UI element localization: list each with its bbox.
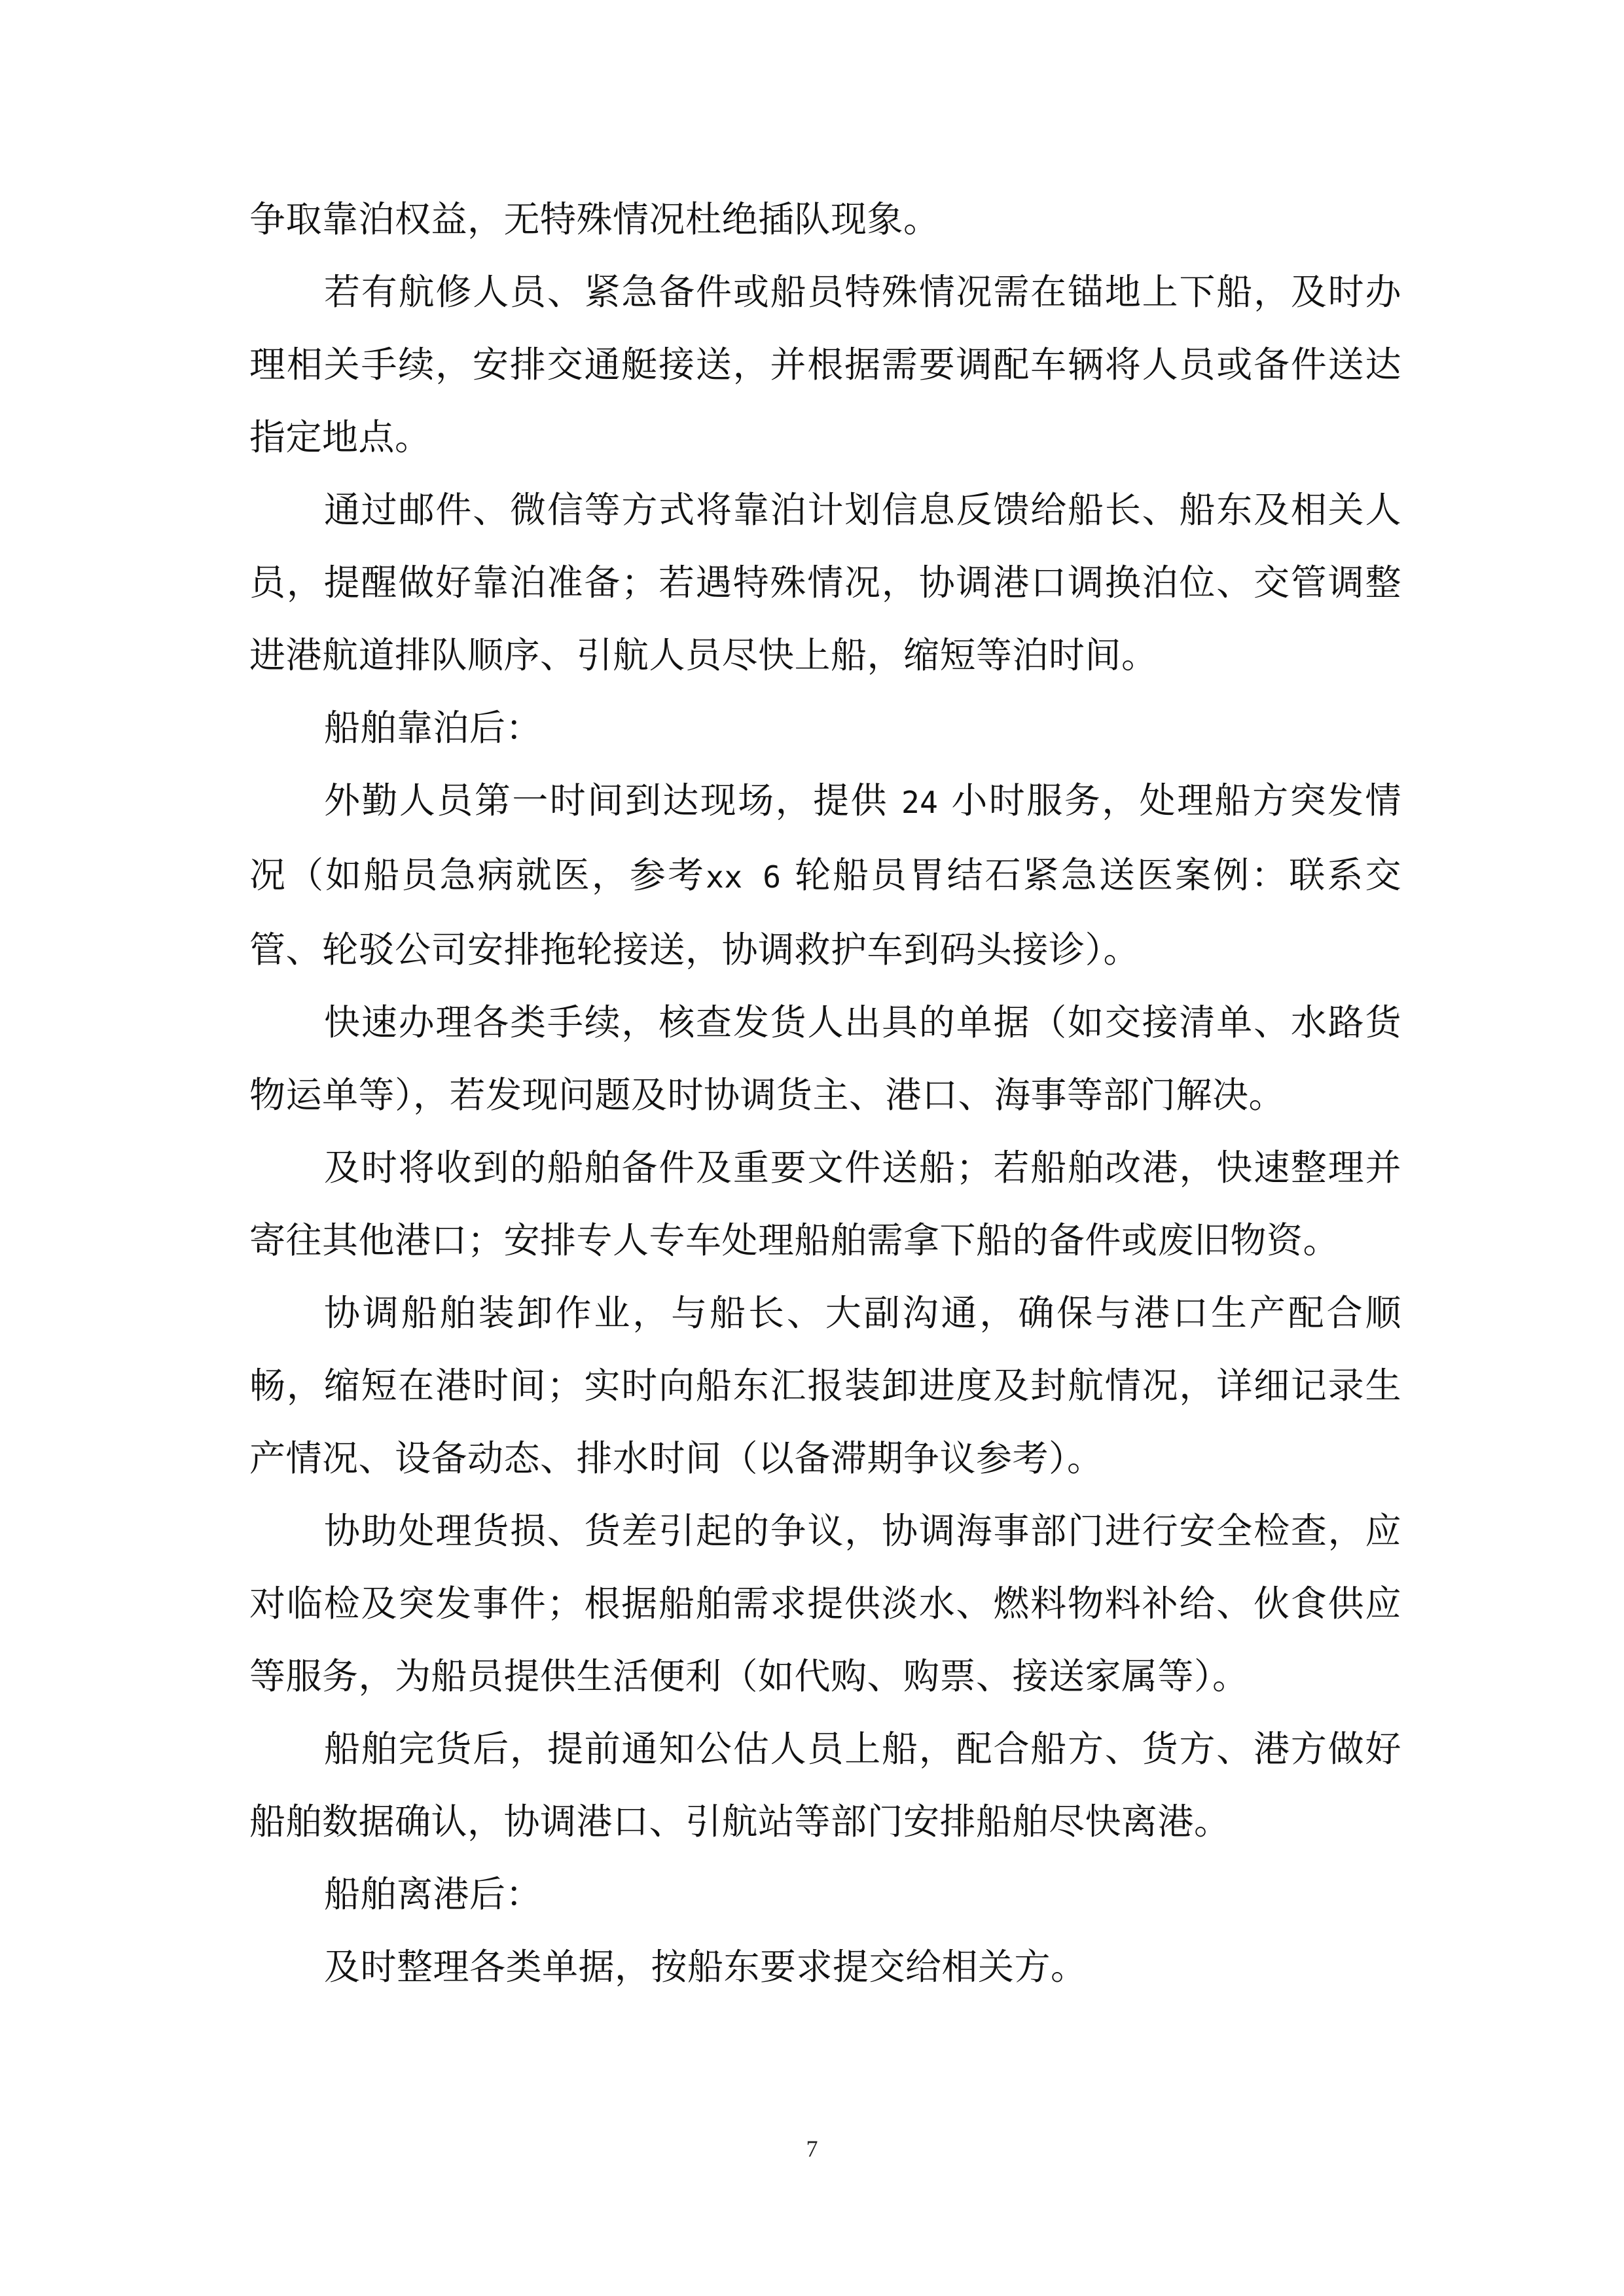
- paragraph-cargo-operations: 协调船舶装卸作业，与船长、大副沟通，确保与港口生产配合顺畅，缩短在港时间；实时向船东汇报装卸进度及封航情况，详细记录生产情况、设备动态、排水时间（以备滞期争议参考）。: [249, 1292, 1401, 1479]
- paragraph-dispute-handling: 协助处理货损、货差引起的争议，协调海事部门进行安全检查，应对临检及突发事件；根据船舶需求提供淡水、燃料物料补给、伙食供应等服务，为船员提供生活便利（如代购、购票、接送家属等）。: [249, 1510, 1401, 1697]
- section-heading-after-departure: 船舶离港后：: [324, 1873, 543, 1915]
- paragraph-spare-parts-delivery: 及时将收到的船舶备件及重要文件送船；若船舶改港，快速整理并寄往其他港口；安排专人专车处理船舶需拿下船的备件或废旧物资。: [249, 1147, 1401, 1261]
- field-service-text-before: 外勤人员第一时间到达现场，提供: [324, 780, 889, 821]
- service-hours-value: 24: [901, 785, 939, 820]
- paragraph-berthing-rights: 争取靠泊权益，无特殊情况杜绝插队现象。: [249, 198, 940, 240]
- paragraph-anchorage-transfer: 若有航修人员、紧急备件或船员特殊情况需在锚地上下船，及时办理相关手续，安排交通艇接送，并根据需要调配车辆将人员或备件送达指定地点。: [249, 271, 1401, 458]
- ship-name: xx 6: [706, 859, 782, 895]
- paragraph-field-service: [249, 764, 1401, 986]
- field-service-text-after: 小时服务，处理船方突发情况（如船员急病就医，参考: [249, 780, 1401, 896]
- document-body: [249, 183, 1401, 2003]
- paragraph-post-departure-documents: 及时整理各类单据，按船东要求提交给相关方。: [324, 1946, 1087, 1988]
- ship-case-text: 轮船员胃结石紧急送医案例：联系交管、轮驳公司安排拖轮接送，协调救护车到码头接诊）。: [249, 854, 1401, 971]
- paragraph-berthing-plan-feedback: 通过邮件、微信等方式将靠泊计划信息反馈给船长、船东及相关人员，提醒做好靠泊准备；若遇特殊情况，协调港口调换泊位、交管调整进港航道排队顺序、引航人员尽快上船，缩短等泊时间。: [249, 489, 1401, 676]
- paragraph-completion-departure: 船舶完货后，提前通知公估人员上船，配合船方、货方、港方做好船舶数据确认，协调港口、引航站等部门安排船舶尽快离港。: [249, 1728, 1401, 1842]
- section-heading-after-berthing: 船舶靠泊后：: [324, 707, 543, 749]
- paragraph-document-processing: 快速办理各类手续，核查发货人出具的单据（如交接清单、水路货物运单等），若发现问题及时协调货主、港口、海事等部门解决。: [249, 1001, 1401, 1116]
- page-number: 7: [806, 2136, 818, 2162]
